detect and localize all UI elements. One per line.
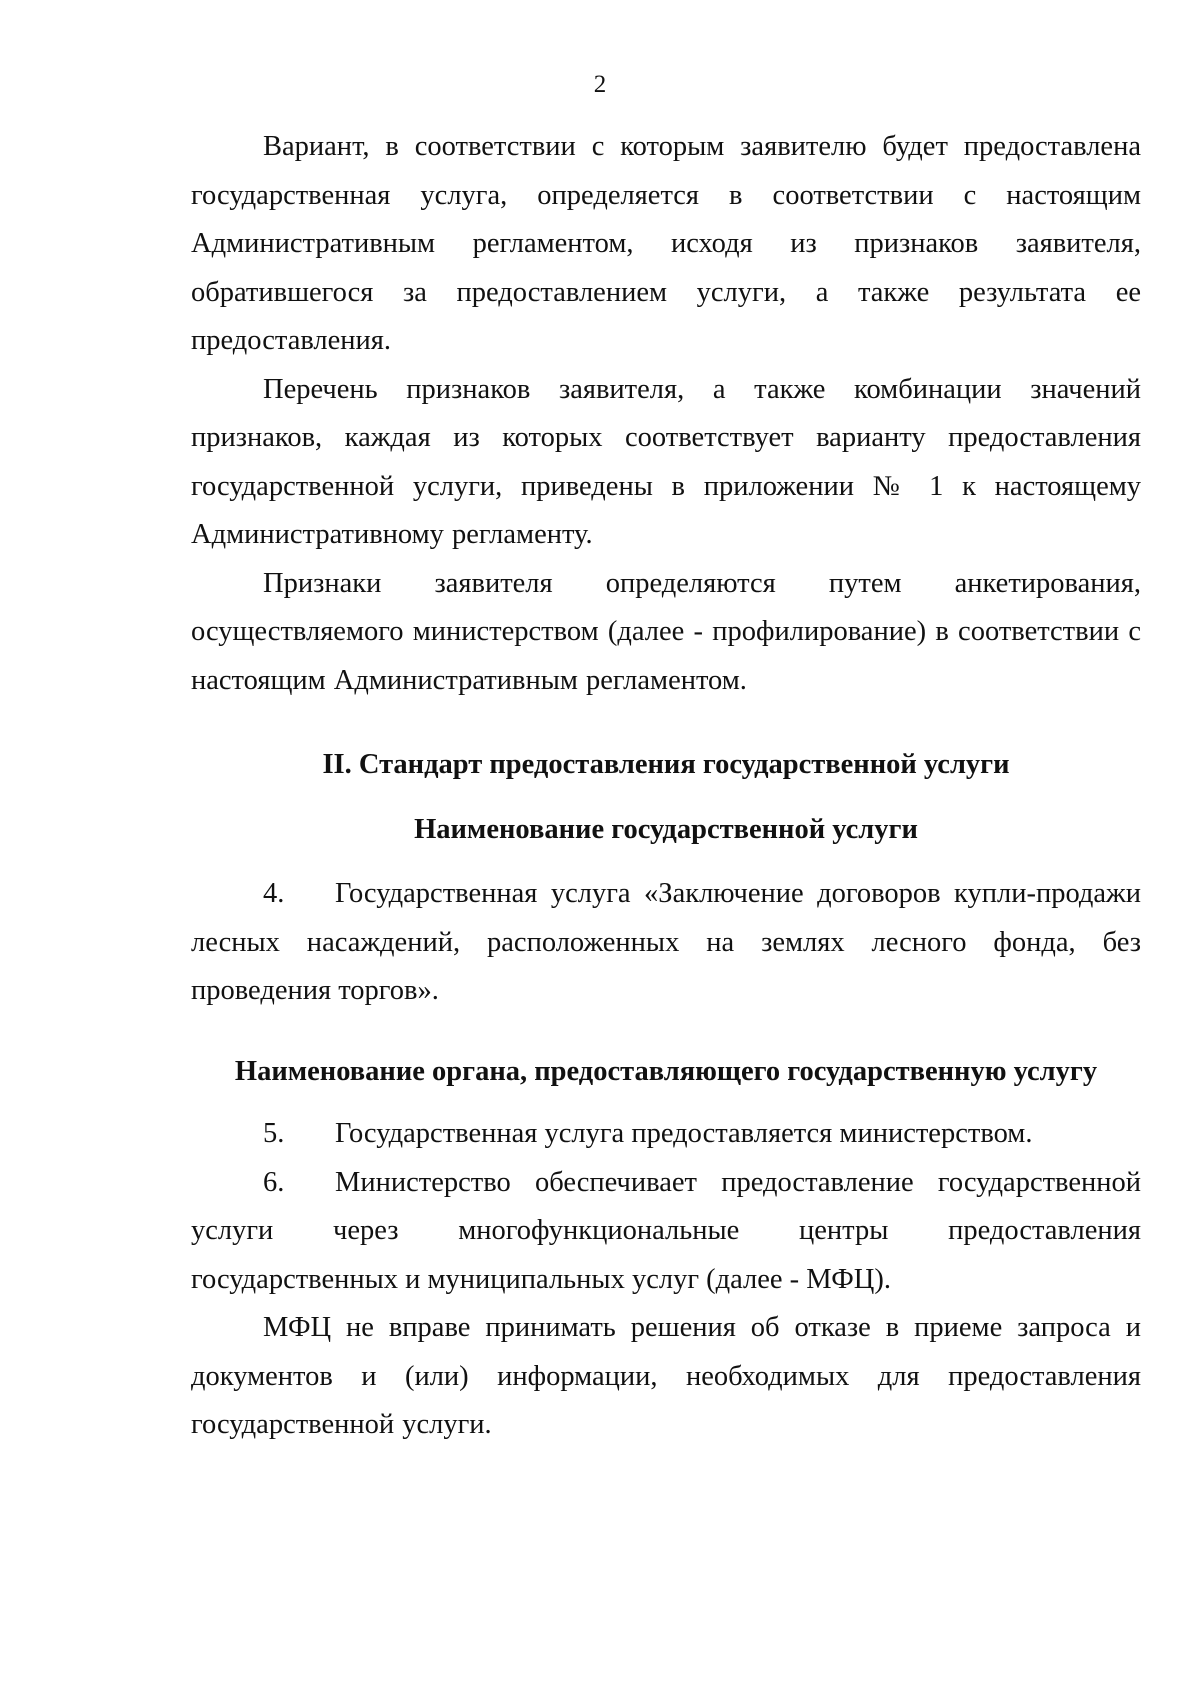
subheading-service-name: Наименование государственной услуги: [414, 813, 918, 845]
item-4-number: 4.: [263, 878, 285, 909]
item-6: [191, 1159, 1141, 1305]
document-body: [191, 123, 1141, 1450]
item-6-text: Министерство обеспечивает предоставление государственной услуги через многофункциональные центры предоставления государственных и муниципальных услуг (далее - МФЦ).: [191, 1166, 1141, 1295]
item-4: [191, 870, 1141, 1016]
page-number: 2: [593, 71, 607, 98]
subheading-authority-name: Наименование органа, предоставляющего государственную услугу: [234, 1055, 1098, 1087]
section-heading: II. Стандарт предоставления государственной услуги: [322, 749, 1010, 780]
item-5-number: 5.: [263, 1118, 285, 1149]
item-5-text: Государственная услуга предоставляется министерством.: [335, 1118, 1033, 1149]
paragraph-mfc-refusal: МФЦ не вправе принимать решения об отказе в приеме запроса и документов и (или) информации, необходимых для предоставления государственной услуги.: [191, 1312, 1141, 1440]
item-5: [191, 1110, 1141, 1159]
paragraph-variant: Вариант, в соответствии с которым заявителю будет предоставлена государственная услуга, определяется в соответствии с настоящим Административным регламентом, исходя из признаков заявителя, обратившегося за предоставлением услуги, а также результата ее предоставления.: [191, 131, 1141, 356]
paragraph-applicant-features-list: Перечень признаков заявителя, а также комбинации значений признаков, каждая из которых соответствует варианту предоставления государственной услуги, приведены в приложении № 1 к настоящему Административному регламенту.: [191, 373, 1141, 550]
paragraph-profiling: Признаки заявителя определяются путем анкетирования, осуществляемого министерством (далее - профилирование) в соответствии с настоящим Административным регламентом.: [191, 567, 1141, 696]
item-4-text: Государственная услуга «Заключение договоров купли-продажи лесных насаждений, расположенных на землях лесного фонда, без проведения торгов».: [191, 878, 1141, 1006]
item-6-number: 6.: [263, 1166, 285, 1198]
